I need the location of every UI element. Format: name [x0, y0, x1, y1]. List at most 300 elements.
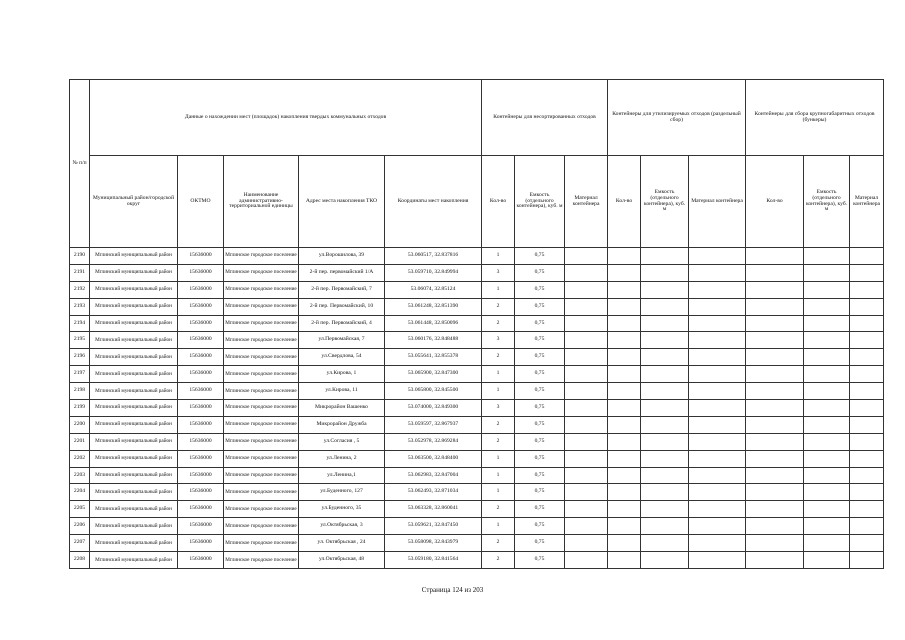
address-cell: ул.Буденного, 35 — [299, 501, 385, 518]
sorted-count-cell — [608, 467, 641, 484]
settlement-cell: Мглинское городское поселение — [224, 416, 299, 433]
oktmo-cell: 15636000 — [178, 467, 224, 484]
row-number-cell: 2191 — [70, 264, 90, 281]
header-unsorted-material: Материал контейнера — [565, 156, 608, 248]
unsorted-material-cell — [565, 383, 608, 400]
address-cell: ул.Первомайская, 7 — [299, 332, 385, 349]
unsorted-volume-cell: 0,75 — [515, 450, 565, 467]
table-row — [70, 467, 884, 484]
oktmo-cell: 15636000 — [178, 315, 224, 332]
sorted-volume-cell — [641, 366, 689, 383]
sorted-volume-cell — [641, 281, 689, 298]
sorted-volume-cell — [641, 501, 689, 518]
unsorted-volume-cell: 0,75 — [515, 264, 565, 281]
settlement-cell: Мглинское городское поселение — [224, 383, 299, 400]
coords-cell: 53.059710, 32.849994 — [385, 264, 482, 281]
unsorted-count-cell: 1 — [482, 383, 515, 400]
unsorted-count-cell: 2 — [482, 298, 515, 315]
unsorted-volume-cell: 0,75 — [515, 383, 565, 400]
row-number-cell: 2196 — [70, 349, 90, 366]
sorted-count-cell — [608, 552, 641, 569]
unsorted-volume-cell: 0,75 — [515, 416, 565, 433]
oktmo-cell: 15636000 — [178, 264, 224, 281]
settlement-cell: Мглинское городское поселение — [224, 467, 299, 484]
unsorted-material-cell — [565, 248, 608, 265]
bulky-material-cell — [850, 518, 884, 535]
address-cell: ул.Буденного, 127 — [299, 484, 385, 501]
header-coords: Координаты мест накопления — [385, 156, 482, 248]
header-bulky-material: Материал контейнера — [850, 156, 884, 248]
unsorted-material-cell — [565, 315, 608, 332]
bulky-count-cell — [746, 366, 804, 383]
bulky-volume-cell — [804, 400, 850, 417]
bulky-count-cell — [746, 535, 804, 552]
district-cell: Мглинский муниципальный район — [90, 484, 178, 501]
coords-cell: 53.065900, 32.847300 — [385, 366, 482, 383]
bulky-material-cell — [850, 248, 884, 265]
oktmo-cell: 15636000 — [178, 248, 224, 265]
sorted-volume-cell — [641, 248, 689, 265]
district-cell: Мглинский муниципальный район — [90, 298, 178, 315]
coords-cell: 53.06074, 32.85124 — [385, 281, 482, 298]
table-row — [70, 535, 884, 552]
address-cell: ул.Ворошилова, 39 — [299, 248, 385, 265]
coords-cell: 53.062493, 32.871034 — [385, 484, 482, 501]
unsorted-material-cell — [565, 552, 608, 569]
table-row — [70, 264, 884, 281]
address-cell: ул.Октябрьская, 48 — [299, 552, 385, 569]
coords-cell: 53.065800, 32.845500 — [385, 383, 482, 400]
unsorted-count-cell: 2 — [482, 349, 515, 366]
sorted-volume-cell — [641, 535, 689, 552]
bulky-material-cell — [850, 535, 884, 552]
oktmo-cell: 15636000 — [178, 366, 224, 383]
district-cell: Мглинский муниципальный район — [90, 467, 178, 484]
bulky-volume-cell — [804, 349, 850, 366]
oktmo-cell: 15636000 — [178, 552, 224, 569]
unsorted-volume-cell: 0,75 — [515, 315, 565, 332]
bulky-material-cell — [850, 484, 884, 501]
sorted-count-cell — [608, 400, 641, 417]
unsorted-count-cell: 1 — [482, 484, 515, 501]
oktmo-cell: 15636000 — [178, 501, 224, 518]
sorted-material-cell — [689, 298, 746, 315]
bulky-volume-cell — [804, 501, 850, 518]
bulky-material-cell — [850, 281, 884, 298]
sorted-volume-cell — [641, 298, 689, 315]
header-settlement: Наименование административно-территориальной единицы — [224, 156, 299, 248]
header-bulky-count: Кол-во — [746, 156, 804, 248]
address-cell: ул. Октябрьская , 24 — [299, 535, 385, 552]
oktmo-cell: 15636000 — [178, 383, 224, 400]
sorted-material-cell — [689, 332, 746, 349]
sorted-count-cell — [608, 501, 641, 518]
unsorted-count-cell: 1 — [482, 366, 515, 383]
unsorted-count-cell: 3 — [482, 400, 515, 417]
table-body — [70, 248, 884, 569]
coords-cell: 53.063500, 32.848400 — [385, 450, 482, 467]
bulky-count-cell — [746, 281, 804, 298]
header-sorted-material: Материал контейнера — [689, 156, 746, 248]
bulky-material-cell — [850, 450, 884, 467]
unsorted-count-cell: 1 — [482, 467, 515, 484]
settlement-cell: Мглинское городское поселение — [224, 535, 299, 552]
header-unsorted-count: Кол-во — [482, 156, 515, 248]
coords-cell: 53.058098, 32.843979 — [385, 535, 482, 552]
district-cell: Мглинский муниципальный район — [90, 315, 178, 332]
sorted-count-cell — [608, 416, 641, 433]
sorted-material-cell — [689, 366, 746, 383]
unsorted-volume-cell: 0,75 — [515, 349, 565, 366]
settlement-cell: Мглинское городское поселение — [224, 332, 299, 349]
unsorted-material-cell — [565, 467, 608, 484]
sorted-count-cell — [608, 315, 641, 332]
coords-cell: 53.074000, 32.849300 — [385, 400, 482, 417]
bulky-volume-cell — [804, 332, 850, 349]
unsorted-count-cell: 1 — [482, 518, 515, 535]
bulky-material-cell — [850, 349, 884, 366]
unsorted-volume-cell: 0,75 — [515, 552, 565, 569]
sorted-material-cell — [689, 400, 746, 417]
unsorted-material-cell — [565, 535, 608, 552]
district-cell: Мглинский муниципальный район — [90, 552, 178, 569]
address-cell: ул.Кирова, 1 — [299, 366, 385, 383]
oktmo-cell: 15636000 — [178, 535, 224, 552]
sorted-volume-cell — [641, 450, 689, 467]
bulky-count-cell — [746, 264, 804, 281]
coords-cell: 53.061448, 32.850096 — [385, 315, 482, 332]
bulky-material-cell — [850, 416, 884, 433]
table-row — [70, 298, 884, 315]
sorted-count-cell — [608, 450, 641, 467]
bulky-count-cell — [746, 248, 804, 265]
bulky-count-cell — [746, 400, 804, 417]
header-bulky-volume: Емкость (отдельного контейнера), куб. м — [804, 156, 850, 248]
unsorted-count-cell: 1 — [482, 281, 515, 298]
sorted-count-cell — [608, 264, 641, 281]
unsorted-material-cell — [565, 400, 608, 417]
bulky-count-cell — [746, 315, 804, 332]
sorted-material-cell — [689, 518, 746, 535]
sorted-count-cell — [608, 518, 641, 535]
district-cell: Мглинский муниципальный район — [90, 366, 178, 383]
bulky-count-cell — [746, 298, 804, 315]
oktmo-cell: 15636000 — [178, 484, 224, 501]
bulky-material-cell — [850, 366, 884, 383]
bulky-material-cell — [850, 383, 884, 400]
settlement-cell: Мглинское городское поселение — [224, 450, 299, 467]
bulky-count-cell — [746, 349, 804, 366]
bulky-count-cell — [746, 467, 804, 484]
bulky-volume-cell — [804, 383, 850, 400]
oktmo-cell: 15636000 — [178, 433, 224, 450]
sorted-material-cell — [689, 315, 746, 332]
row-number-cell: 2203 — [70, 467, 90, 484]
settlement-cell: Мглинское городское поселение — [224, 248, 299, 265]
sorted-volume-cell — [641, 315, 689, 332]
bulky-volume-cell — [804, 248, 850, 265]
row-number-cell: 2192 — [70, 281, 90, 298]
row-number-cell: 2200 — [70, 416, 90, 433]
unsorted-material-cell — [565, 332, 608, 349]
sorted-volume-cell — [641, 383, 689, 400]
header-unsorted-volume: Емкость (отдельного контейнера), куб. м — [515, 156, 565, 248]
bulky-material-cell — [850, 298, 884, 315]
unsorted-material-cell — [565, 484, 608, 501]
bulky-count-cell — [746, 501, 804, 518]
sorted-material-cell — [689, 501, 746, 518]
bulky-volume-cell — [804, 281, 850, 298]
unsorted-count-cell: 1 — [482, 450, 515, 467]
settlement-cell: Мглинское городское поселение — [224, 484, 299, 501]
sorted-material-cell — [689, 467, 746, 484]
settlement-cell: Мглинское городское поселение — [224, 518, 299, 535]
unsorted-count-cell: 2 — [482, 416, 515, 433]
sorted-volume-cell — [641, 518, 689, 535]
sorted-material-cell — [689, 535, 746, 552]
table-row — [70, 383, 884, 400]
sorted-volume-cell — [641, 349, 689, 366]
header-group-bulky: Контейнеры для сбора крупногабаритных отходов (бункеры) — [746, 80, 884, 156]
unsorted-count-cell: 2 — [482, 535, 515, 552]
bulky-count-cell — [746, 552, 804, 569]
unsorted-material-cell — [565, 450, 608, 467]
bulky-volume-cell — [804, 264, 850, 281]
table-row — [70, 552, 884, 569]
address-cell: 2-й пер. первомайский 1/А — [299, 264, 385, 281]
row-number-cell: 2193 — [70, 298, 90, 315]
table-row — [70, 484, 884, 501]
row-number-cell: 2208 — [70, 552, 90, 569]
sorted-volume-cell — [641, 433, 689, 450]
sorted-count-cell — [608, 433, 641, 450]
bulky-count-cell — [746, 518, 804, 535]
header-address: Адрес места накопления ТКО — [299, 156, 385, 248]
bulky-volume-cell — [804, 518, 850, 535]
district-cell: Мглинский муниципальный район — [90, 349, 178, 366]
address-cell: 2-й пер. Первомайский, 7 — [299, 281, 385, 298]
coords-cell: 53.063328, 32.860041 — [385, 501, 482, 518]
settlement-cell: Мглинское городское поселение — [224, 366, 299, 383]
row-number-cell: 2199 — [70, 400, 90, 417]
address-cell: ул.Кирова, 11 — [299, 383, 385, 400]
unsorted-count-cell: 3 — [482, 264, 515, 281]
sorted-volume-cell — [641, 484, 689, 501]
row-number-cell: 2195 — [70, 332, 90, 349]
district-cell: Мглинский муниципальный район — [90, 281, 178, 298]
coords-cell: 53.055641, 32.855378 — [385, 349, 482, 366]
row-number-cell: 2205 — [70, 501, 90, 518]
header-sorted-volume: Емкость (отдельного контейнера), куб. м — [641, 156, 689, 248]
coords-cell: 53.060517, 32.837816 — [385, 248, 482, 265]
district-cell: Мглинский муниципальный район — [90, 450, 178, 467]
address-cell: ул.Согласия , 5 — [299, 433, 385, 450]
sorted-count-cell — [608, 248, 641, 265]
sorted-volume-cell — [641, 552, 689, 569]
address-cell: 2-й пер. Первомайский, 10 — [299, 298, 385, 315]
address-cell: ул.Ленина,1 — [299, 467, 385, 484]
unsorted-volume-cell: 0,75 — [515, 400, 565, 417]
sorted-count-cell — [608, 349, 641, 366]
sorted-volume-cell — [641, 332, 689, 349]
settlement-cell: Мглинское городское поселение — [224, 315, 299, 332]
bulky-material-cell — [850, 332, 884, 349]
sorted-volume-cell — [641, 400, 689, 417]
sorted-count-cell — [608, 535, 641, 552]
unsorted-volume-cell: 0,75 — [515, 484, 565, 501]
settlement-cell: Мглинское городское поселение — [224, 400, 299, 417]
unsorted-count-cell: 2 — [482, 501, 515, 518]
oktmo-cell: 15636000 — [178, 400, 224, 417]
unsorted-material-cell — [565, 501, 608, 518]
header-sorted-count: Кол-во — [608, 156, 641, 248]
table-row — [70, 416, 884, 433]
unsorted-count-cell: 2 — [482, 552, 515, 569]
sorted-volume-cell — [641, 467, 689, 484]
bulky-volume-cell — [804, 366, 850, 383]
district-cell: Мглинский муниципальный район — [90, 416, 178, 433]
settlement-cell: Мглинское городское поселение — [224, 349, 299, 366]
row-number-cell: 2207 — [70, 535, 90, 552]
sorted-material-cell — [689, 383, 746, 400]
sorted-count-cell — [608, 332, 641, 349]
sorted-count-cell — [608, 366, 641, 383]
bulky-material-cell — [850, 552, 884, 569]
header-group-place: Данные о нахождении мест (площадок) накопления твердых коммунальных отходов — [90, 80, 482, 156]
coords-cell: 53.059180, 32.841564 — [385, 552, 482, 569]
header-num: № п/п — [70, 80, 90, 248]
table-row — [70, 349, 884, 366]
unsorted-count-cell: 3 — [482, 332, 515, 349]
row-number-cell: 2206 — [70, 518, 90, 535]
sorted-material-cell — [689, 416, 746, 433]
coords-cell: 53.059597, 32.867937 — [385, 416, 482, 433]
header-group-sorted: Контейнеры для утилизируемых отходов (раздельный сбор) — [608, 80, 746, 156]
row-number-cell: 2204 — [70, 484, 90, 501]
sorted-material-cell — [689, 264, 746, 281]
sorted-material-cell — [689, 248, 746, 265]
oktmo-cell: 15636000 — [178, 332, 224, 349]
district-cell: Мглинский муниципальный район — [90, 332, 178, 349]
settlement-cell: Мглинское городское поселение — [224, 552, 299, 569]
waste-sites-table — [69, 79, 884, 569]
bulky-volume-cell — [804, 315, 850, 332]
unsorted-volume-cell: 0,75 — [515, 467, 565, 484]
unsorted-volume-cell: 0,75 — [515, 332, 565, 349]
unsorted-material-cell — [565, 264, 608, 281]
district-cell: Мглинский муниципальный район — [90, 264, 178, 281]
table-row — [70, 501, 884, 518]
bulky-volume-cell — [804, 416, 850, 433]
unsorted-volume-cell: 0,75 — [515, 248, 565, 265]
bulky-volume-cell — [804, 552, 850, 569]
unsorted-material-cell — [565, 349, 608, 366]
unsorted-material-cell — [565, 366, 608, 383]
coords-cell: 53.061248, 32.851390 — [385, 298, 482, 315]
unsorted-material-cell — [565, 298, 608, 315]
row-number-cell: 2197 — [70, 366, 90, 383]
unsorted-count-cell: 2 — [482, 315, 515, 332]
oktmo-cell: 15636000 — [178, 416, 224, 433]
address-cell: ул.Октябрьская, 3 — [299, 518, 385, 535]
table-row — [70, 366, 884, 383]
bulky-volume-cell — [804, 467, 850, 484]
sorted-count-cell — [608, 484, 641, 501]
address-cell: Микрорайон Вашенко — [299, 400, 385, 417]
oktmo-cell: 15636000 — [178, 281, 224, 298]
header-oktmo: ОКТМО — [178, 156, 224, 248]
district-cell: Мглинский муниципальный район — [90, 383, 178, 400]
sorted-count-cell — [608, 298, 641, 315]
coords-cell: 53.059621, 32.847450 — [385, 518, 482, 535]
address-cell: 2-й пер. Первомайский, 4 — [299, 315, 385, 332]
unsorted-volume-cell: 0,75 — [515, 501, 565, 518]
table-row — [70, 248, 884, 265]
settlement-cell: Мглинское городское поселение — [224, 264, 299, 281]
unsorted-count-cell: 2 — [482, 433, 515, 450]
address-cell: Микрорайон Дружба — [299, 416, 385, 433]
unsorted-volume-cell: 0,75 — [515, 433, 565, 450]
row-number-cell: 2190 — [70, 248, 90, 265]
bulky-volume-cell — [804, 450, 850, 467]
table-row — [70, 450, 884, 467]
header-group-unsorted: Контейнеры для несортированных отходов — [482, 80, 608, 156]
settlement-cell: Мглинское городское поселение — [224, 501, 299, 518]
oktmo-cell: 15636000 — [178, 450, 224, 467]
district-cell: Мглинский муниципальный район — [90, 248, 178, 265]
bulky-material-cell — [850, 501, 884, 518]
settlement-cell: Мглинское городское поселение — [224, 281, 299, 298]
district-cell: Мглинский муниципальный район — [90, 433, 178, 450]
sorted-volume-cell — [641, 264, 689, 281]
bulky-volume-cell — [804, 433, 850, 450]
table-row — [70, 400, 884, 417]
address-cell: ул.Свердлова, 54 — [299, 349, 385, 366]
header-district: Муниципальный район/городской округ — [90, 156, 178, 248]
table-row — [70, 433, 884, 450]
sorted-material-cell — [689, 349, 746, 366]
unsorted-volume-cell: 0,75 — [515, 535, 565, 552]
district-cell: Мглинский муниципальный район — [90, 400, 178, 417]
unsorted-material-cell — [565, 433, 608, 450]
unsorted-material-cell — [565, 416, 608, 433]
bulky-material-cell — [850, 315, 884, 332]
unsorted-volume-cell: 0,75 — [515, 281, 565, 298]
row-number-cell: 2202 — [70, 450, 90, 467]
oktmo-cell: 15636000 — [178, 518, 224, 535]
settlement-cell: Мглинское городское поселение — [224, 433, 299, 450]
bulky-count-cell — [746, 433, 804, 450]
unsorted-material-cell — [565, 281, 608, 298]
sorted-count-cell — [608, 281, 641, 298]
sorted-material-cell — [689, 281, 746, 298]
bulky-volume-cell — [804, 535, 850, 552]
sorted-volume-cell — [641, 416, 689, 433]
bulky-material-cell — [850, 433, 884, 450]
coords-cell: 53.052978, 32.869284 — [385, 433, 482, 450]
unsorted-volume-cell: 0,75 — [515, 518, 565, 535]
sorted-material-cell — [689, 484, 746, 501]
bulky-count-cell — [746, 383, 804, 400]
sorted-material-cell — [689, 433, 746, 450]
unsorted-volume-cell: 0,75 — [515, 366, 565, 383]
bulky-material-cell — [850, 264, 884, 281]
table-row — [70, 332, 884, 349]
sorted-material-cell — [689, 552, 746, 569]
district-cell: Мглинский муниципальный район — [90, 518, 178, 535]
table-row — [70, 281, 884, 298]
bulky-count-cell — [746, 450, 804, 467]
